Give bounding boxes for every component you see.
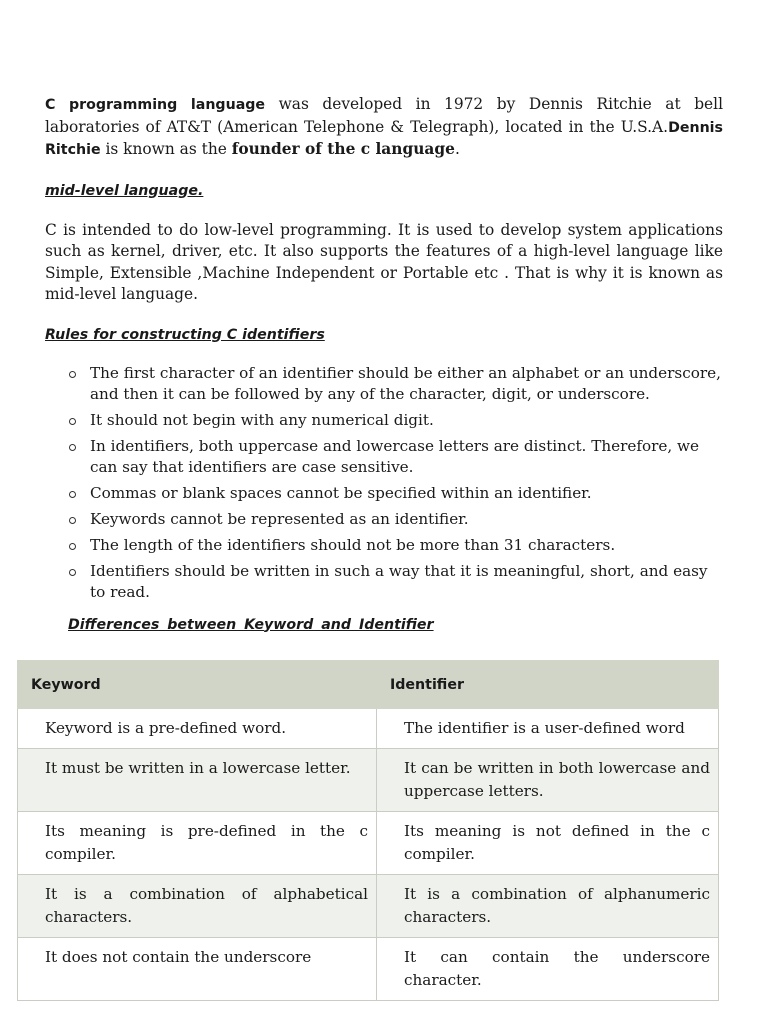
rules-heading: Rules for constructing C identifiers bbox=[45, 326, 325, 343]
intro-paragraph bbox=[45, 94, 723, 162]
intro-bold-language: C programming language bbox=[45, 97, 266, 113]
identifier-cell: It can contain the underscore character. bbox=[377, 938, 719, 1001]
list-item: The first character of an identifier should be either an alphabet or an underscore, and then it can be followed by any of the character, digit, or underscore. bbox=[90, 363, 723, 405]
list-item: In identifiers, both uppercase and lowercase letters are distinct. Therefore, we can say that identifiers are case sensitive. bbox=[90, 436, 723, 478]
list-item: Keywords cannot be represented as an identifier. bbox=[90, 509, 723, 530]
keyword-cell: It is a combination of alphabetical characters. bbox=[18, 875, 377, 938]
table-header-row bbox=[18, 661, 719, 709]
keyword-cell: Its meaning is pre-defined in the c compiler. bbox=[18, 812, 377, 875]
table-row bbox=[18, 875, 719, 938]
differences-table bbox=[17, 660, 719, 1001]
mid-level-paragraph: C is intended to do low-level programming. It is used to develop system applications such as kernel, driver, etc. It also supports the features of a high-level language like Simple, Extensible ,Machine Independent or Portable etc . That is why it is known as mid-level language. bbox=[45, 220, 723, 303]
list-item: The length of the identifiers should not be more than 31 characters. bbox=[90, 535, 723, 556]
table-row bbox=[18, 812, 719, 875]
list-item: Identifiers should be written in such a way that it is meaningful, short, and easy to read. bbox=[90, 561, 723, 603]
intro-bold-ritchie: Dennis Ritchie bbox=[45, 119, 723, 158]
identifier-cell: Its meaning is not defined in the c compiler. bbox=[377, 812, 719, 875]
identifier-cell: The identifier is a user-defined word bbox=[377, 709, 719, 749]
identifier-cell: It is a combination of alphanumeric characters. bbox=[377, 875, 719, 938]
intro-text-3: . bbox=[454, 140, 460, 158]
differences-heading: Differences between Keyword and Identifier bbox=[68, 616, 434, 633]
list-item: It should not begin with any numerical digit. bbox=[90, 410, 723, 431]
identifier-cell: It can be written in both lowercase and uppercase letters. bbox=[377, 749, 719, 812]
header-keyword: Keyword bbox=[18, 661, 377, 709]
table-row bbox=[18, 749, 719, 812]
rules-list bbox=[45, 363, 723, 603]
keyword-cell: It must be written in a lowercase letter. bbox=[18, 749, 377, 812]
list-item: Commas or blank spaces cannot be specified within an identifier. bbox=[90, 483, 723, 504]
header-identifier: Identifier bbox=[377, 661, 719, 709]
intro-text-1: was developed in 1972 by Dennis Ritchie at bell laboratories of AT&T (American Telephone & Telegraph), located in the U.S.A. bbox=[45, 95, 723, 136]
keyword-cell: Keyword is a pre-defined word. bbox=[18, 709, 377, 749]
keyword-cell: It does not contain the underscore bbox=[18, 938, 377, 1001]
intro-bold-founder: founder of the c language bbox=[231, 140, 455, 158]
mid-level-heading: mid-level language. bbox=[45, 182, 204, 199]
intro-text-2: is known as the bbox=[100, 140, 232, 158]
table-row bbox=[18, 709, 719, 749]
table-row bbox=[18, 938, 719, 1001]
document-page bbox=[45, 94, 723, 636]
